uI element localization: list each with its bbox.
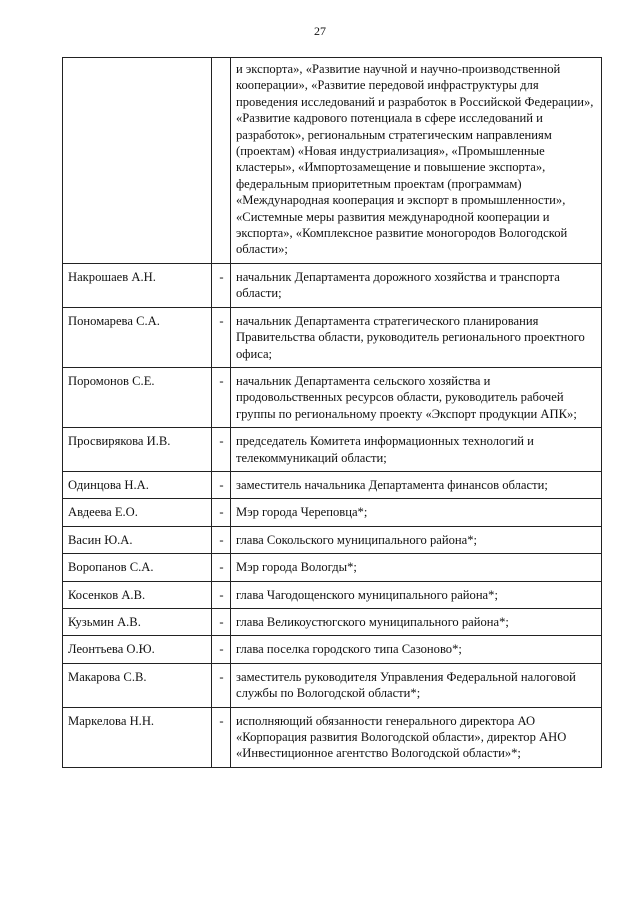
dash-separator: - [212,663,231,707]
member-name: Воропанов С.А. [63,554,212,581]
table-row [63,608,602,635]
member-position: глава Великоустюгского муниципального района*; [231,608,602,635]
member-name: Авдеева Е.О. [63,499,212,526]
table-row [63,263,602,307]
dash-separator: - [212,367,231,427]
member-position: Мэр города Череповца*; [231,499,602,526]
member-name [63,58,212,264]
member-name: Косенков А.В. [63,581,212,608]
dash-separator: - [212,471,231,498]
member-position: председатель Комитета информационных технологий и телекоммуникаций области; [231,428,602,472]
table-row [63,707,602,767]
table-row [63,499,602,526]
commission-members-table [62,57,602,768]
dash-separator: - [212,526,231,553]
table-row [63,526,602,553]
dash-separator: - [212,554,231,581]
member-position: Мэр города Вологды*; [231,554,602,581]
member-position: начальник Департамента сельского хозяйства и продовольственных ресурсов области, руководитель рабочей группы по региональному проекту «Экспорт продукции АПК»; [231,367,602,427]
table-row [63,581,602,608]
member-position: начальник Департамента стратегического планирования Правительства области, руководитель регионального проектного офиса; [231,307,602,367]
dash-separator: - [212,499,231,526]
member-position: глава Сокольского муниципального района*; [231,526,602,553]
dash-separator: - [212,608,231,635]
member-position: и экспорта», «Развитие научной и научно-производственной кооперации», «Развитие передовой инфраструктуры для проведения исследований и разработок в Российской Федерации», «Развитие кадрового потенциала в сфере исследований и разработок», региональным стратегическим направлениям (проектам) «Новая индустриализация», «Промышленные кластеры», «Импортозамещение и повышение экспорта», федеральным приоритетным проектам (программам) «Международная кооперация и экспорт в промышленности», «Системные меры развития международной кооперации и экспорта», «Комплексное развитие моногородов Вологодской области»; [231,58,602,264]
page-number: 27 [314,24,326,38]
dash-separator: - [212,307,231,367]
dash-separator: - [212,707,231,767]
member-name: Одинцова Н.А. [63,471,212,498]
table-row [63,554,602,581]
member-position: глава Чагодощенского муниципального района*; [231,581,602,608]
table-row [63,636,602,663]
member-position: глава поселка городского типа Сазоново*; [231,636,602,663]
member-name: Маркелова Н.Н. [63,707,212,767]
member-name: Макарова С.В. [63,663,212,707]
dash-separator [212,58,231,264]
member-name: Поромонов С.Е. [63,367,212,427]
table-row [63,367,602,427]
table-row [63,663,602,707]
table-row [63,428,602,472]
table-row [63,58,602,264]
member-position: заместитель руководителя Управления Федеральной налоговой службы по Вологодской области*; [231,663,602,707]
member-name: Просвирякова И.В. [63,428,212,472]
dash-separator: - [212,636,231,663]
member-position: начальник Департамента дорожного хозяйства и транспорта области; [231,263,602,307]
member-name: Кузьмин А.В. [63,608,212,635]
dash-separator: - [212,581,231,608]
member-name: Накрошаев А.Н. [63,263,212,307]
table-row [63,307,602,367]
dash-separator: - [212,428,231,472]
member-position: исполняющий обязанности генерального директора АО «Корпорация развития Вологодской области», директор АНО «Инвестиционное агентство Вологодской области»*; [231,707,602,767]
member-name: Васин Ю.А. [63,526,212,553]
member-name: Пономарева С.А. [63,307,212,367]
member-name: Леонтьева О.Ю. [63,636,212,663]
member-position: заместитель начальника Департамента финансов области; [231,471,602,498]
dash-separator: - [212,263,231,307]
table-row [63,471,602,498]
